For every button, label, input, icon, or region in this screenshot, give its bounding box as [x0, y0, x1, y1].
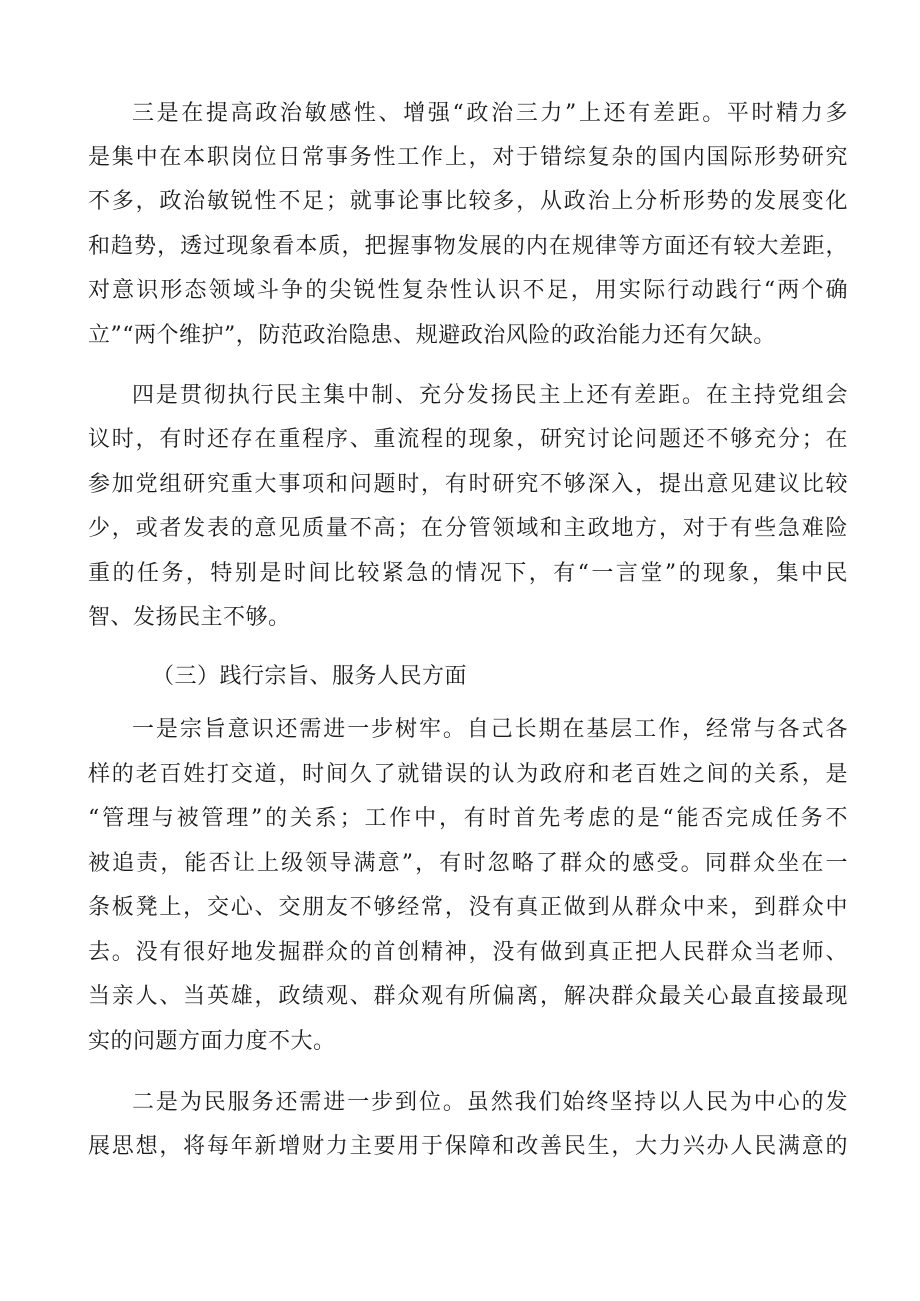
paragraph-3-line-3: “管理与被管理”的关系；工作中，有时首先考虑的是“能否完成任务不: [88, 806, 848, 831]
paragraph-3-line-8: 实的问题方面力度不大。: [88, 1029, 336, 1054]
paragraph-2-line-6: 智、发扬民主不够。: [88, 605, 291, 630]
paragraph-1-line-2: 是集中在本职岗位日常事务性工作上，对于错综复杂的国内国际形势研究: [88, 145, 848, 170]
paragraph-1-line-5: 对意识形态领域斗争的尖锐性复杂性认识不足，用实际行动践行“两个确: [88, 278, 848, 303]
paragraph-4-line-1: 二是为民服务还需进一步到位。虽然我们始终坚持以人民为中心的发: [132, 1090, 848, 1115]
paragraph-1-line-1: 三是在提高政治敏感性、增强“政治三力”上还有差距。平时精力多: [132, 101, 848, 126]
section-heading: （三）践行宗旨、服务人民方面: [152, 664, 468, 689]
paragraph-1-line-3: 不多，政治敏锐性不足；就事论事比较多，从政治上分析形势的发展变化: [88, 189, 848, 214]
paragraph-1-line-4: 和趋势，透过现象看本质，把握事物发展的内在规律等方面还有较大差距，: [88, 234, 848, 259]
paragraph-2-line-1: 四是贯彻执行民主集中制、充分发扬民主上还有差距。在主持党组会: [132, 383, 848, 408]
paragraph-3-line-2: 样的老百姓打交道，时间久了就错误的认为政府和老百姓之间的关系，是: [88, 762, 848, 787]
paragraph-3-line-5: 条板凳上，交心、交朋友不够经常，没有真正做到从群众中来，到群众中: [88, 895, 848, 920]
paragraph-2-line-3: 参加党组研究重大事项和问题时，有时研究不够深入，提出意见建议比较: [88, 472, 848, 497]
paragraph-2-line-5: 重的任务，特别是时间比较紧急的情况下，有“一言堂”的现象，集中民: [88, 561, 848, 586]
paragraph-3-line-1: 一是宗旨意识还需进一步树牢。自己长期在基层工作，经常与各式各: [132, 717, 848, 742]
paragraph-4-line-2: 展思想，将每年新增财力主要用于保障和改善民生，大力兴办人民满意的: [88, 1134, 848, 1159]
paragraph-3-line-6: 去。没有很好地发掘群众的首创精神，没有做到真正把人民群众当老师、: [88, 940, 848, 965]
paragraph-2-line-2: 议时，有时还存在重程序、重流程的现象，研究讨论问题还不够充分；在: [88, 427, 848, 452]
paragraph-1-line-6: 立”“两个维护”，防范政治隐患、规避政治风险的政治能力还有欠缺。: [88, 323, 776, 348]
paragraph-3-line-7: 当亲人、当英雄，政绩观、群众观有所偏离，解决群众最关心最直接最现: [88, 984, 848, 1009]
paragraph-3-line-4: 被追责，能否让上级领导满意”，有时忽略了群众的感受。同群众坐在一: [88, 851, 848, 876]
paragraph-2-line-4: 少，或者发表的意见质量不高；在分管领域和主政地方，对于有些急难险: [88, 516, 848, 541]
